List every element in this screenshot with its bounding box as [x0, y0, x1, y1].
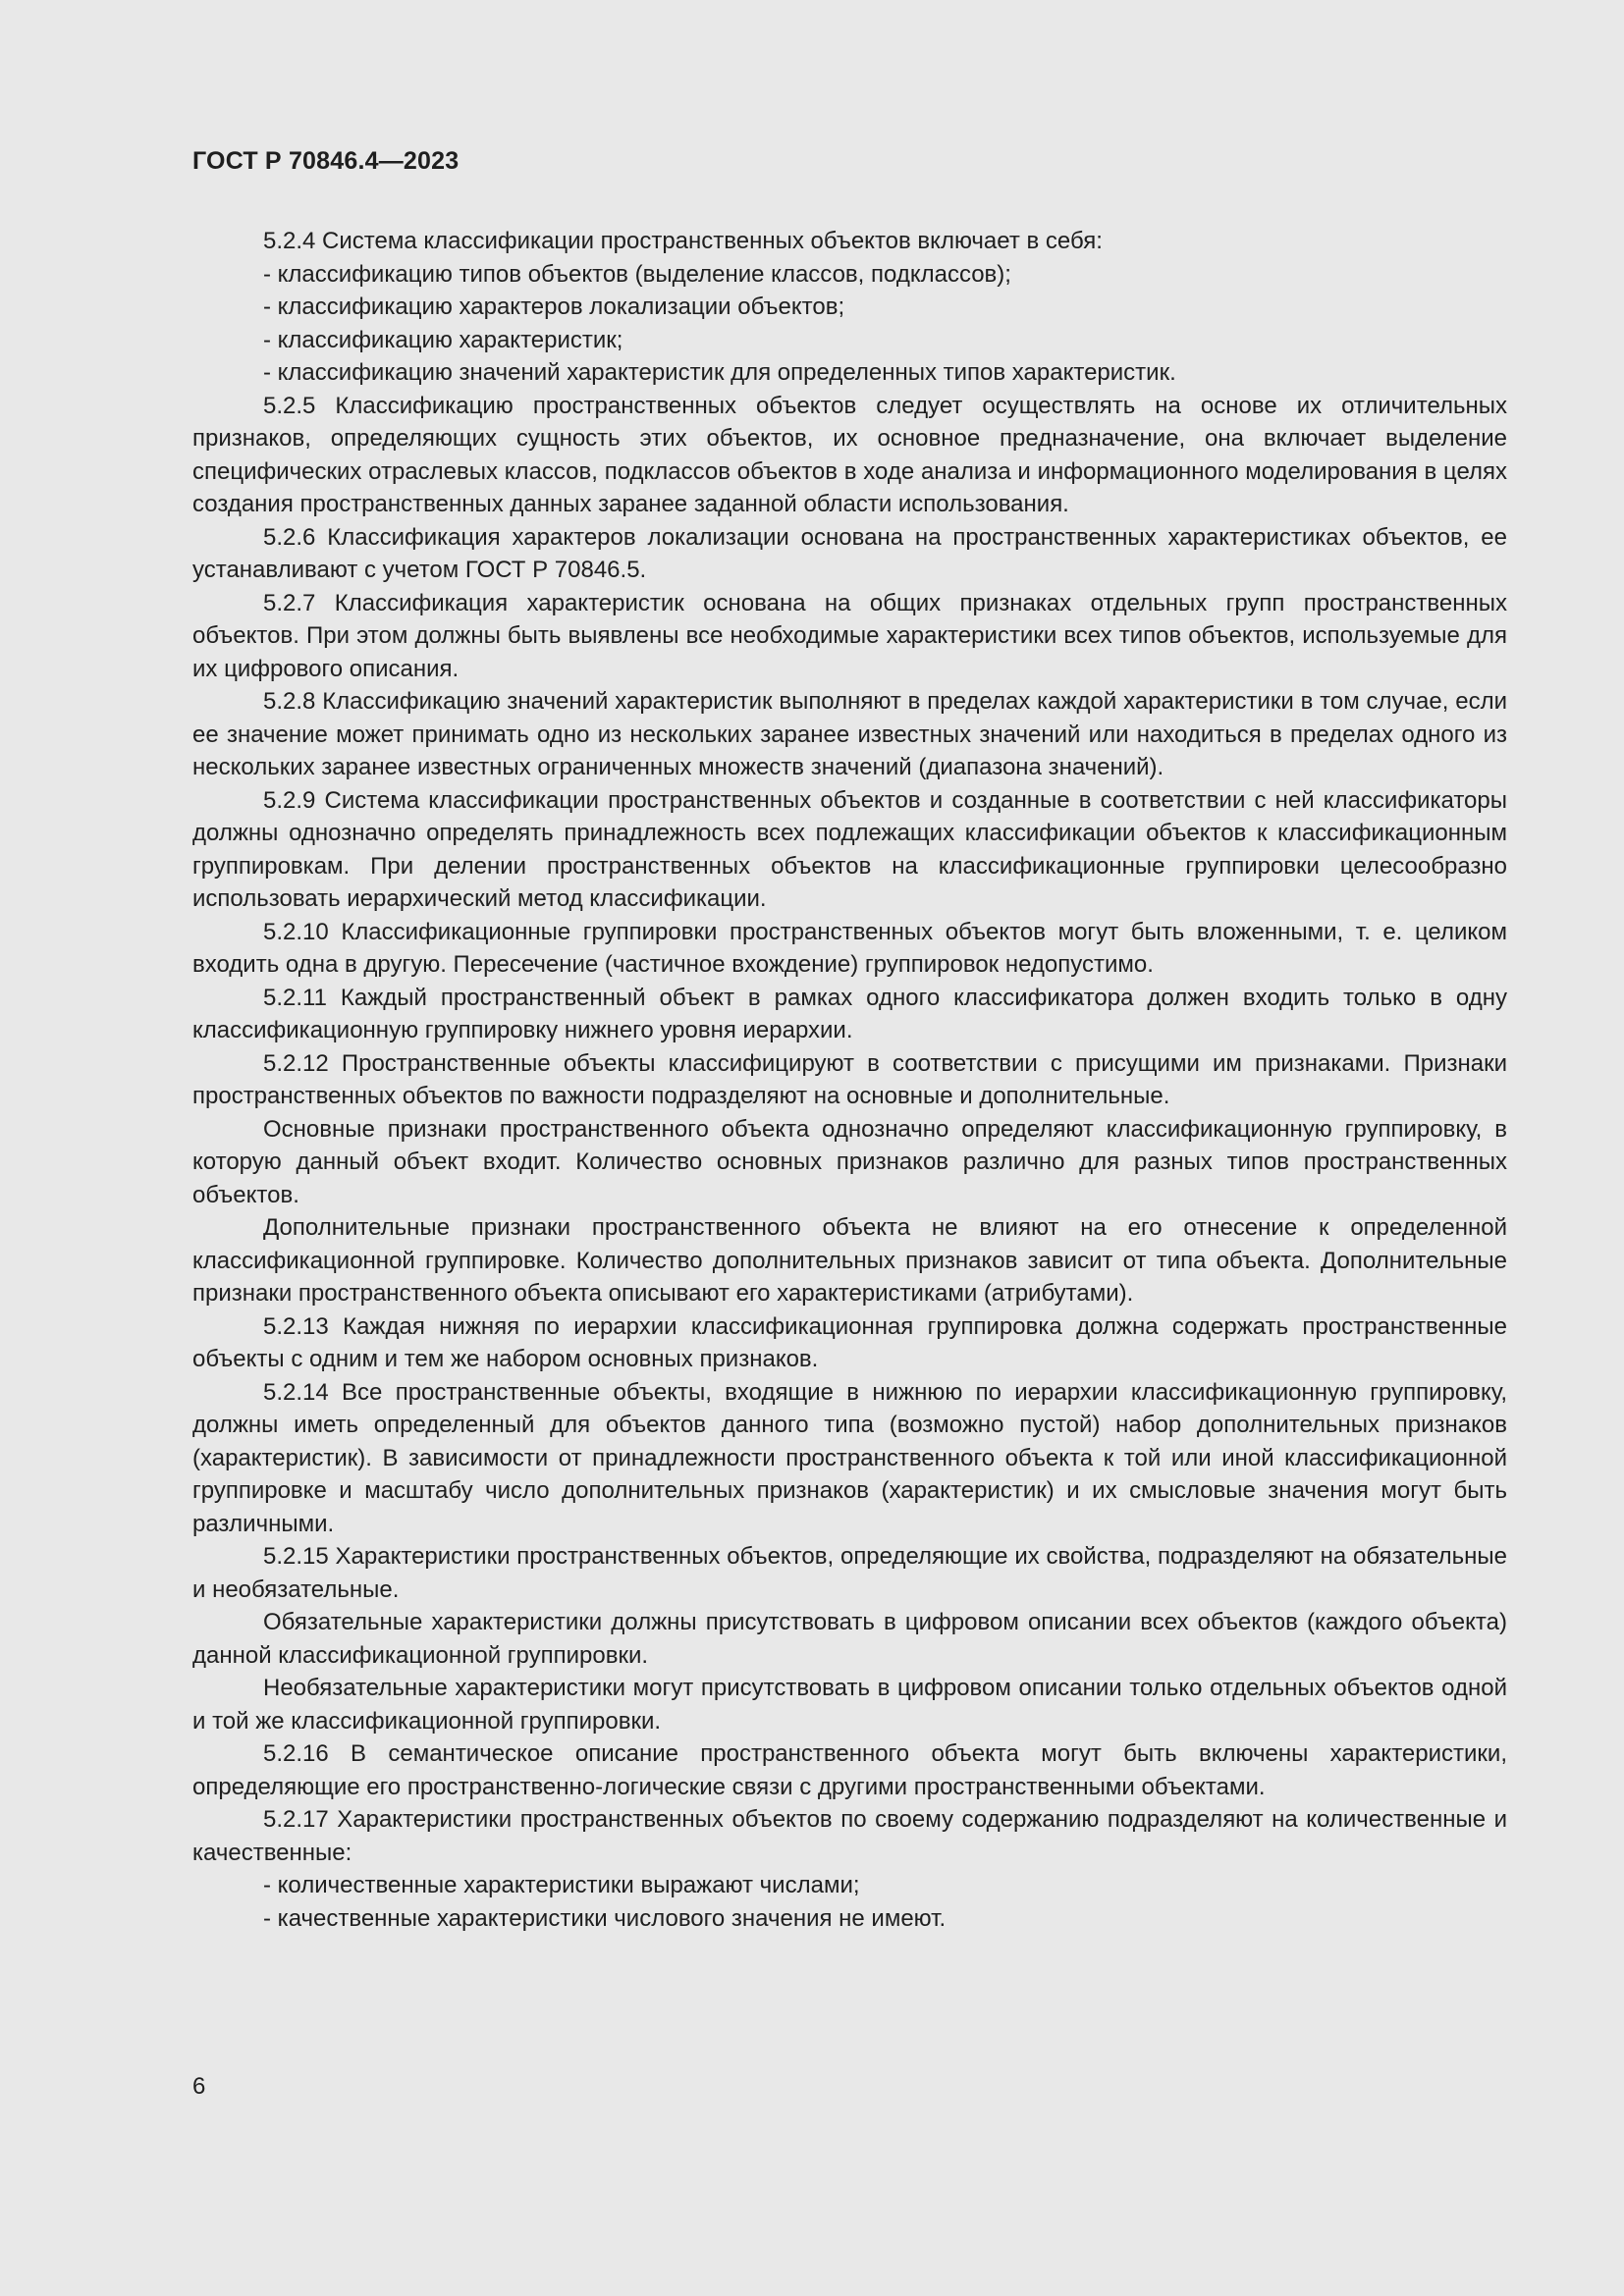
paragraph: 5.2.8 Классификацию значений характеристик выполняют в пределах каждой характеристики в том случае, если ее значение может принимать одно из нескольких заранее известных значений или находиться в пределах одного из нескольких заранее известных ограниченных множеств значений (диапазона значений). — [192, 688, 1507, 780]
list-item: - классификацию значений характеристик для определенных типов характеристик. — [263, 359, 1176, 386]
list-item: - классификацию типов объектов (выделение классов, подклассов); — [263, 260, 1011, 288]
page-number: 6 — [192, 2073, 206, 2100]
paragraph: 5.2.5 Классификацию пространственных объектов следует осуществлять на основе их отличительных признаков, определяющих сущность этих объектов, их основное предназначение, она включает выделение специфических отраслевых классов, подклассов объектов в ходе анализа и информационного моделирования в целях создания пространственных данных заранее заданной области использования. — [192, 392, 1507, 517]
paragraph: Основные признаки пространственного объекта однозначно определяют классификационную группировку, в которую данный объект входит. Количество основных признаков различно для разных типов пространственных объектов. — [192, 1115, 1507, 1208]
paragraph: Обязательные характеристики должны присутствовать в цифровом описании всех объектов (каждого объекта) данной классификационной группировки. — [192, 1609, 1507, 1669]
paragraph: Дополнительные признаки пространственного объекта не влияют на его отнесение к определенной классификационной группировке. Количество дополнительных признаков зависит от типа объекта. Дополнительные признаки пространственного объекта описывают его характеристиками (атрибутами). — [192, 1214, 1507, 1307]
paragraph: 5.2.17 Характеристики пространственных объектов по своему содержанию подразделяют на количественные и качественные: — [192, 1806, 1507, 1866]
paragraph: 5.2.12 Пространственные объекты классифицируют в соответствии с присущими им признаками. Признаки пространственных объектов по важности подразделяют на основные и дополнительные. — [192, 1049, 1507, 1109]
paragraph: 5.2.15 Характеристики пространственных объектов, определяющие их свойства, подразделяют на обязательные и необязательные. — [192, 1543, 1507, 1603]
paragraph: 5.2.13 Каждая нижняя по иерархии классификационная группировка должна содержать пространственные объекты с одним и тем же набором основных признаков. — [192, 1312, 1507, 1372]
paragraph: 5.2.10 Классификационные группировки пространственных объектов могут быть вложенными, т. е. целиком входить одна в другую. Пересечение (частичное вхождение) группировок недопустимо. — [192, 918, 1507, 978]
paragraph: 5.2.16 В семантическое описание пространственного объекта могут быть включены характеристики, определяющие его пространственно-логические связи с другими пространственными объектами. — [192, 1740, 1507, 1800]
paragraph: Необязательные характеристики могут присутствовать в цифровом описании только отдельных объектов одной и той же классификационной группировки. — [192, 1675, 1507, 1735]
list-item: - классификацию характеристик; — [263, 326, 623, 353]
document-body — [192, 225, 1507, 1935]
paragraph: 5.2.14 Все пространственные объекты, входящие в нижнюю по иерархии классификационную группировку, должны иметь определенный для объектов данного типа (возможно пустой) набор дополнительных признаков (характеристик). В зависимости от принадлежности пространственного объекта к той или иной классификационной группировке и масштабу число дополнительных признаков (характеристик) и их смысловые значения могут быть различными. — [192, 1378, 1507, 1537]
paragraph: 5.2.9 Система классификации пространственных объектов и созданные в соответствии с ней классификаторы должны однозначно определять принадлежность всех подлежащих классификации объектов к классификационным группировкам. При делении пространственных объектов на классификационные группировки целесообразно использовать иерархический метод классификации. — [192, 786, 1507, 912]
paragraph: 5.2.7 Классификация характеристик основана на общих признаках отдельных групп пространственных объектов. При этом должны быть выявлены все необходимые характеристики всех типов объектов, используемые для их цифрового описания. — [192, 589, 1507, 682]
paragraph: 5.2.6 Классификация характеров локализации основана на пространственных характеристиках объектов, ее устанавливают с учетом ГОСТ Р 70846.5. — [192, 523, 1507, 583]
paragraph: 5.2.11 Каждый пространственный объект в рамках одного классификатора должен входить только в одну классификационную группировку нижнего уровня иерархии. — [192, 984, 1507, 1043]
list-item: - классификацию характеров локализации объектов; — [263, 294, 845, 320]
paragraph: 5.2.4 Система классификации пространственных объектов включает в себя: — [263, 228, 1103, 254]
list-item: - количественные характеристики выражают числами; — [263, 1872, 860, 1898]
list-item: - качественные характеристики числового значения не имеют. — [263, 1904, 947, 1932]
document-header: ГОСТ Р 70846.4—2023 — [192, 147, 460, 175]
